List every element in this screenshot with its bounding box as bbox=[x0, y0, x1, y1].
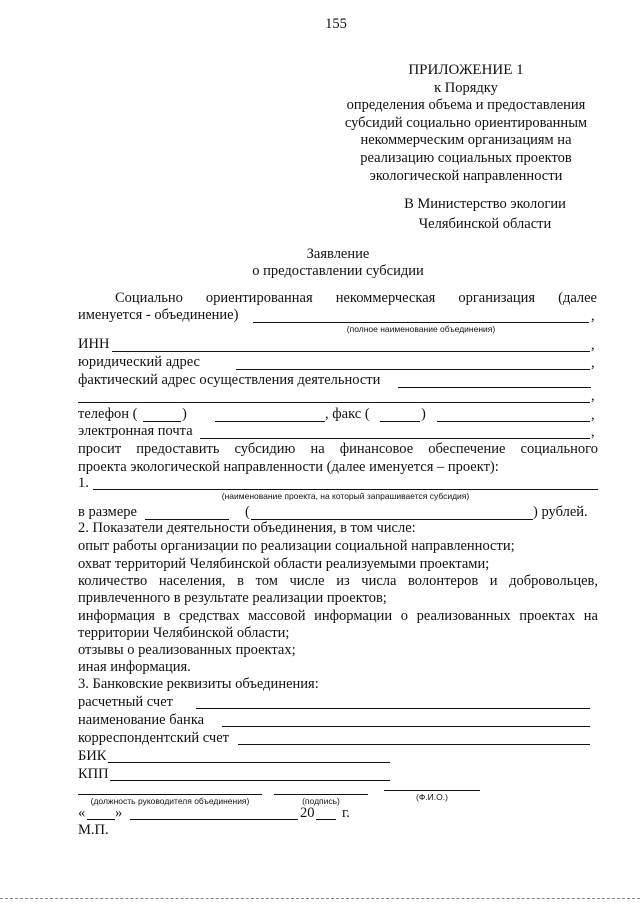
corr-account-label: корреспондентский счет bbox=[78, 730, 229, 746]
appendix-title: ПРИЛОЖЕНИЕ 1 bbox=[408, 62, 524, 78]
actual-address-field-2[interactable] bbox=[78, 402, 590, 403]
media-line-1: информация в средствах массовой информации о реализованных проектах на bbox=[78, 608, 598, 624]
date-month-field[interactable] bbox=[130, 819, 298, 820]
date-year-prefix: 20 bbox=[300, 805, 315, 821]
org-name-caption: (полное наименование объединения) bbox=[346, 324, 496, 334]
legal-address-label: юридический адрес bbox=[78, 354, 200, 370]
comma: , bbox=[591, 424, 595, 440]
stamp-label: М.П. bbox=[78, 822, 109, 838]
other-info-line: иная информация. bbox=[78, 659, 191, 675]
actual-address-label: фактический адрес осуществления деятельности bbox=[78, 372, 381, 388]
appendix-line: субсидий социально ориентированным bbox=[344, 114, 588, 131]
email-label: электронная почта bbox=[78, 423, 193, 439]
bank-label: наименование банка bbox=[78, 712, 205, 728]
section2-title: 2. Показатели деятельности объединения, в том числе: bbox=[78, 520, 416, 536]
document-heading bbox=[180, 246, 496, 280]
item1-number: 1. bbox=[78, 475, 89, 491]
amount-label: в размере bbox=[78, 504, 137, 520]
position-field[interactable] bbox=[78, 794, 262, 795]
reviews-line: отзывы о реализованных проектах; bbox=[78, 642, 296, 658]
volunteers-line-2: привлеченного в результате реализации проектов; bbox=[78, 590, 387, 606]
section2-line: охват территорий Челябинской области реализуемыми проектами; bbox=[78, 556, 490, 572]
project-name-field[interactable] bbox=[93, 489, 598, 490]
legal-address-field[interactable] bbox=[236, 369, 590, 370]
project-name-caption: (наименование проекта, на который запрашивается субсидия) bbox=[221, 491, 470, 501]
bank-field[interactable] bbox=[222, 726, 590, 727]
page-number: 155 bbox=[325, 16, 347, 32]
phone-label: телефон ( bbox=[78, 406, 138, 422]
full-name-caption: (Ф.И.О.) bbox=[416, 792, 448, 802]
bik-field[interactable] bbox=[108, 762, 390, 763]
phone-close: ) bbox=[182, 406, 187, 422]
comma: , bbox=[591, 388, 595, 404]
fax-label: , факс ( bbox=[325, 406, 370, 422]
page-bottom-edge bbox=[0, 898, 640, 899]
signature-field[interactable] bbox=[274, 794, 368, 795]
position-caption: (должность руководителя объединения) bbox=[90, 796, 250, 806]
amount-paren-open: ( bbox=[245, 504, 250, 520]
appendix-line: реализацию социальных проектов bbox=[360, 149, 572, 166]
fax-close: ) bbox=[421, 406, 426, 422]
phone-number-field[interactable] bbox=[215, 421, 325, 422]
section3-title: 3. Банковские реквизиты объединения: bbox=[78, 676, 319, 692]
fax-code-field[interactable] bbox=[380, 421, 420, 422]
kpp-field[interactable] bbox=[110, 780, 390, 781]
intro-line-1: Социально ориентированная некоммерческая организация (далее bbox=[115, 290, 597, 306]
addressee-block bbox=[360, 194, 610, 234]
heading-line: о предоставлении субсидии bbox=[252, 263, 424, 279]
intro-line-2: именуется - объединение) bbox=[78, 307, 239, 323]
heading-line: Заявление bbox=[306, 246, 370, 262]
appendix-line: определения объема и предоставления bbox=[346, 97, 586, 114]
actual-address-field[interactable] bbox=[398, 387, 591, 388]
date-open-quote: « bbox=[78, 805, 86, 821]
date-year-field[interactable] bbox=[316, 819, 336, 820]
account-field[interactable] bbox=[196, 708, 590, 709]
date-year-suffix: г. bbox=[342, 805, 350, 821]
email-field[interactable] bbox=[200, 438, 590, 439]
appendix-line: экологической направленности bbox=[369, 167, 563, 184]
section2-line: опыт работы организации по реализации социальной направленности; bbox=[78, 538, 515, 554]
request-line-2: проекта экологической направленности (далее именуется – проект): bbox=[78, 459, 499, 475]
inn-label: ИНН bbox=[78, 336, 110, 352]
comma: , bbox=[591, 337, 595, 353]
signature-caption: (подпись) bbox=[302, 796, 340, 806]
appendix-line: некоммерческим организациям на bbox=[360, 132, 572, 149]
comma: , bbox=[591, 308, 595, 324]
addressee-line: В Министерство экологии bbox=[404, 196, 566, 212]
full-name-field[interactable] bbox=[384, 790, 480, 791]
appendix-line: к Порядку bbox=[434, 79, 498, 96]
addressee-line: Челябинской области bbox=[418, 216, 552, 232]
corr-account-field[interactable] bbox=[238, 744, 590, 745]
appendix-block bbox=[318, 62, 614, 185]
request-line-1: просит предоставить субсидию на финансовое обеспечение социального bbox=[78, 441, 598, 457]
comma: , bbox=[591, 355, 595, 371]
phone-code-field[interactable] bbox=[143, 421, 181, 422]
media-line-2: территории Челябинской области; bbox=[78, 625, 290, 641]
account-label: расчетный счет bbox=[78, 694, 173, 710]
volunteers-line-1: количество населения, в том числе из числа волонтеров и добровольцев, bbox=[78, 573, 598, 589]
comma: , bbox=[591, 407, 595, 423]
fax-number-field[interactable] bbox=[437, 421, 590, 422]
date-close-quote: » bbox=[115, 805, 123, 821]
bik-label: БИК bbox=[78, 748, 107, 764]
amount-suffix: ) рублей. bbox=[533, 504, 588, 520]
date-day-field[interactable] bbox=[87, 819, 115, 820]
org-name-field[interactable] bbox=[253, 322, 589, 323]
kpp-label: КПП bbox=[78, 766, 109, 782]
inn-field[interactable] bbox=[112, 351, 590, 352]
